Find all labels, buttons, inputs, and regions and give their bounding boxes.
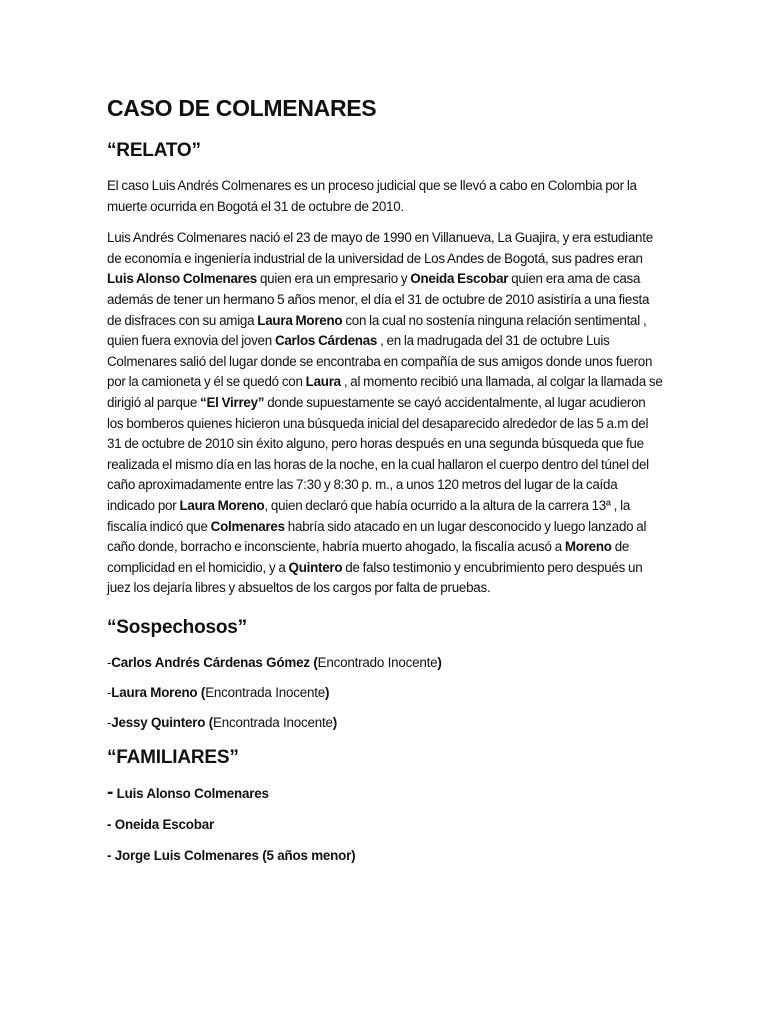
text-run: con la cual no sostenía ninguna relación sentimental , quien fuera exnovia del joven <box>107 312 647 349</box>
dash-prefix: - <box>107 847 112 863</box>
family-member-name: Jorge Luis Colmenares (5 años menor) <box>114 847 356 863</box>
section-heading-familiares: “FAMILIARES” <box>107 746 239 768</box>
bold-name-run: Oneida Escobar <box>410 271 509 287</box>
relato-paragraph-intro: El caso Luis Andrés Colmenares es un proceso judicial que se llevó a cabo en Colombia por la muerte ocurrida en Bogotá el 31 de octubre de 2010. <box>107 178 637 214</box>
paren-open: ( <box>205 714 213 730</box>
dash-prefix: - <box>107 781 114 803</box>
list-item <box>107 653 663 673</box>
family-member-name: Oneida Escobar <box>114 816 214 832</box>
suspect-status: Encontrada Inocente <box>213 714 333 730</box>
bold-name-run: Quintero <box>288 559 343 575</box>
text-run: de falso testimonio y encubrimiento pero después un juez los dejaría libres y absueltos de los cargos por falta de pruebas. <box>107 559 643 596</box>
document-title: CASO DE COLMENARES <box>107 95 377 121</box>
suspect-name: Jessy Quintero <box>111 714 206 730</box>
dash-prefix: - <box>107 684 112 700</box>
text-run: quien era un empresario y <box>257 271 411 287</box>
bold-name-run: Laura Moreno <box>179 497 265 513</box>
text-run: de complicidad en el homicidio, y a <box>107 539 630 575</box>
paren-close: ) <box>324 684 330 700</box>
paren-close: ) <box>437 654 442 670</box>
text-run: , quien declaró que había ocurrido a la altura de la carrera 13ª , la fiscalía indicó que <box>107 497 631 534</box>
paren-close: ) <box>332 714 338 730</box>
bold-name-run: Colmenares <box>210 518 285 534</box>
familiares-list <box>107 783 663 866</box>
section-heading-sospechosos: “Sospechosos” <box>107 616 247 638</box>
sospechosos-list <box>107 653 663 733</box>
section-heading-relato: “RELATO” <box>107 140 201 161</box>
document-body <box>107 92 663 877</box>
suspect-name: Laura Moreno <box>111 684 198 700</box>
list-item <box>107 815 663 835</box>
dash-prefix: - <box>107 714 112 730</box>
text-run: donde supuestamente se cayó accidentalmente, al lugar acudieron los bomberos quienes hicieron una búsqueda inicial del desaparecido alrededor de las 5 a.m del 31 de octubre de 2010 sin éxito alguno, pero horas después en una segunda búsqueda que fue realizada el mismo día en las horas de la noche, en la cual hallaron el cuerpo dentro del túnel del caño aproximadamente entre las 7:30 y 8:30 p. m., a unos 120 metros del lugar de la caída indicado por <box>107 394 649 513</box>
suspect-status: Encontrada Inocente <box>205 684 325 700</box>
dash-prefix: - <box>107 654 112 670</box>
text-run: , en la madrugada del 31 de octubre Luis Colmenares salió del lugar donde se encontraba en compañía de sus amigos donde unos fueron por la camioneta y él se quedó con <box>107 333 653 390</box>
text-run: habría sido atacado en un lugar desconocido y luego lanzado al caño donde, borracho e inconsciente, habría muerto ahogado, la fiscalía acusó a <box>107 518 647 555</box>
bold-name-run: Carlos Cárdenas <box>274 333 378 349</box>
text-run: Luis Andrés Colmenares nació el 23 de mayo de 1990 en Villanueva, La Guajira, y era estudiante de economía e ingeniería industrial de la universidad de Los Andes de Bogotá, sus padres eran <box>107 230 653 266</box>
list-item <box>107 683 663 703</box>
text-run: quien era ama de casa además de tener un hermano 5 años menor, el día el 31 de octubre de 2010 asistiría a una fiesta de disfraces con su amiga <box>107 271 650 328</box>
list-item <box>107 846 663 866</box>
bold-name-run: Laura Moreno <box>257 312 343 328</box>
bold-name-run: Laura <box>305 374 341 390</box>
suspect-status: Encontrado Inocente <box>317 654 438 670</box>
family-member-name: Luis Alonso Colmenares <box>116 785 269 801</box>
text-run: , al momento recibió una llamada, al colgar la llamada se dirigió al parque <box>107 374 663 410</box>
list-item <box>107 713 663 733</box>
bold-name-run: Moreno <box>564 539 612 555</box>
bold-name-run: “El Virrey” <box>200 394 265 410</box>
list-item <box>107 783 663 804</box>
bold-name-run: Luis Alonso Colmenares <box>107 271 258 287</box>
suspect-name: Carlos Andrés Cárdenas Gómez <box>111 654 310 670</box>
dash-prefix: - <box>107 816 112 832</box>
paren-open: ( <box>309 654 318 670</box>
paren-open: ( <box>197 684 206 700</box>
relato-paragraph-story <box>107 228 663 599</box>
